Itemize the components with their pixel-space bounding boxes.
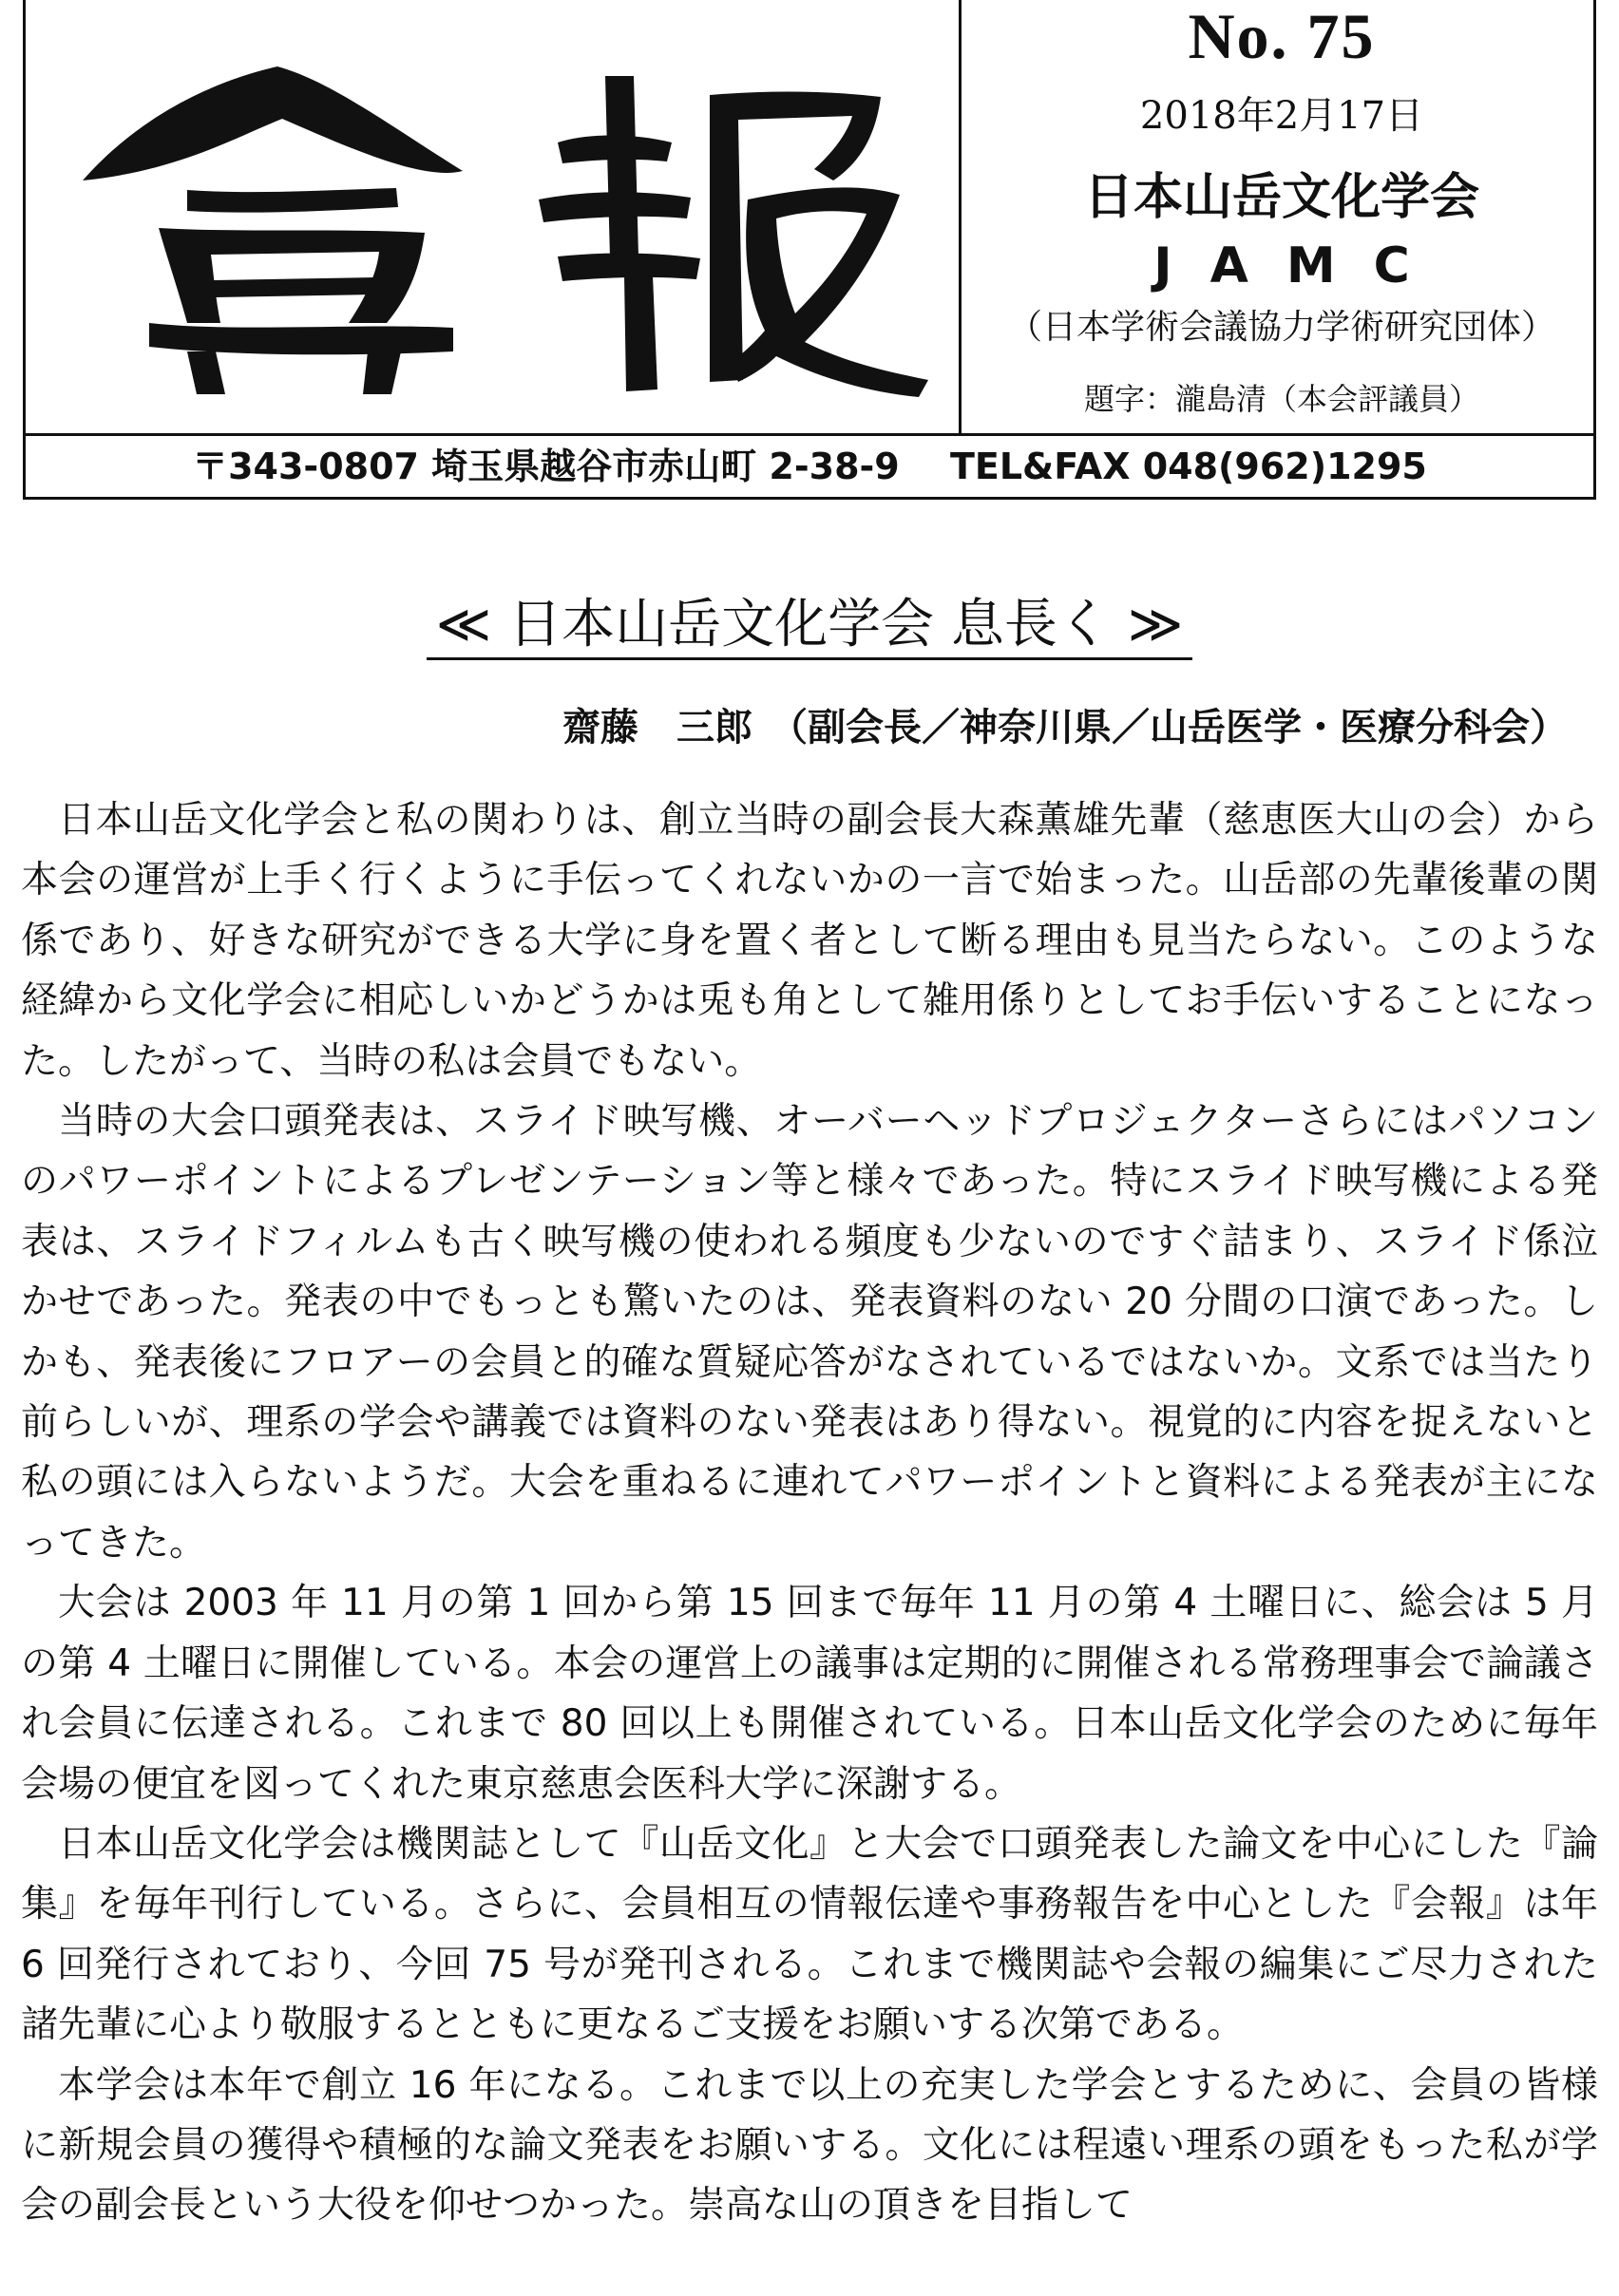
author-info: （副会長／神奈川県／山岳医学・医療分科会）	[770, 706, 1568, 750]
body-paragraph: 日本山岳文化学会は機関誌として『山岳文化』と大会で口頭発表した論文を中心にした『論集』を毎年刊行している。さらに、会員相互の情報伝達や事務報告を中心とした『会報』は年 6 回発行されており、今回 75 号が発刊される。これまで機関誌や会報の編集にご尽力された諸先輩に心より敬服するとともに更なるご支援をお願いする次第である。	[21, 1822, 1598, 2047]
masthead-info-panel	[964, 0, 1599, 433]
postal-address: 〒343-0807 埼玉県越谷市赤山町 2-38-9	[192, 446, 900, 487]
author-name: 齋藤 三郎	[562, 706, 752, 750]
organization-affiliation: （日本学術会議協力学術研究団体）	[1007, 308, 1555, 347]
organization-name: 日本山岳文化学会	[1083, 169, 1479, 226]
calligraphy-logo-drawing	[45, 38, 938, 399]
body-paragraph: 日本山岳文化学会と私の関わりは、創立当時の副会長大森薫雄先輩（慈恵医大山の会）から本会の運営が上手く行くように手伝ってくれないかの一言で始まった。山岳部の先輩後輩の関係であり、好きな研究ができる大学に身を置く者として断る理由も見当たらない。このような経緯から文化学会に相応しいかどうかは兎も角として雑用係りとしてお手伝いすることになった。したがって、当時の私は会員でもない。	[21, 799, 1598, 1083]
masthead-calligraphy-logo	[45, 38, 938, 399]
organization-abbreviation: JAMC	[1153, 237, 1448, 294]
body-paragraph: 本学会は本年で創立 16 年になる。これまで以上の充実した学会とするために、会員の皆様に新規会員の獲得や積極的な論文発表をお願いする。文化には程遠い理系の頭をもった私が学会の副会長という大役を仰せつかった。崇高な山の頂きを目指して	[21, 2063, 1598, 2228]
masthead-vertical-rule	[959, 0, 962, 433]
body-paragraph: 大会は 2003 年 11 月の第 1 回から第 15 回まで毎年 11 月の第 4 土曜日に、総会は 5 月の第 4 土曜日に開催している。本会の運営上の議事は定期的に開催される常務理事会で論議され会員に伝達される。これまで 80 回以上も開催されている。日本山岳文化学会のために毎年会場の便宜を図ってくれた東京慈恵会医科大学に深謝する。	[21, 1582, 1598, 1806]
article-byline	[562, 703, 1568, 752]
article-headline	[0, 591, 1619, 659]
article-headline-text: ≪ 日本山岳文化学会 息長く ≫	[427, 594, 1193, 660]
masthead	[23, 0, 1596, 500]
phone-fax: TEL&FAX 048(962)1295	[949, 446, 1427, 487]
issue-number: No. 75	[1188, 0, 1376, 72]
calligrapher-credit: 題字：瀧島清（本会評議員）	[1083, 381, 1479, 417]
issue-date: 2018年2月17日	[1139, 94, 1424, 138]
address-bar	[26, 436, 1593, 497]
body-paragraph: 当時の大会口頭発表は、スライド映写機、オーバーヘッドプロジェクターさらにはパソコンのパワーポイントによるプレゼンテーション等と様々であった。特にスライド映写機による発表は、スライドフィルムも古く映写機の使われる頻度も少ないのですぐ詰まり、スライド係泣かせであった。発表の中でもっとも驚いたのは、発表資料のない 20 分間の口演であった。しかも、発表後にフロアーの会員と的確な質疑応答がなされているではないか。文系では当たり前らしいが、理系の学会や講義では資料のない発表はあり得ない。視覚的に内容を捉えないと私の頭には入らないようだ。大会を重ねるに連れてパワーポイントと資料による発表が主になってきた。	[21, 1100, 1598, 1565]
article-body	[21, 790, 1598, 2236]
